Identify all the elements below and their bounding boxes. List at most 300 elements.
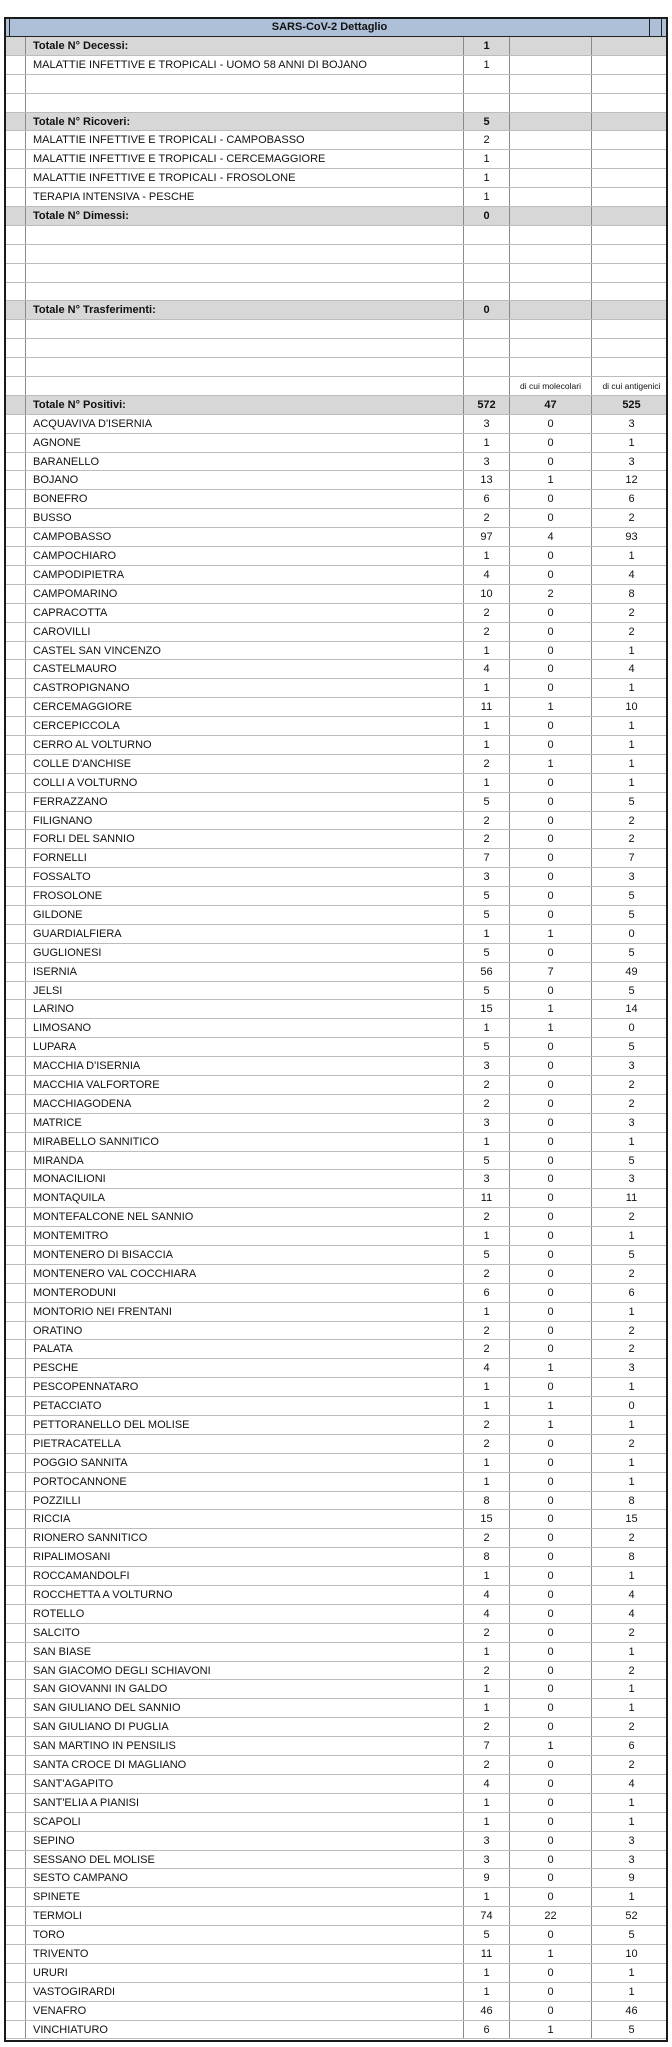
table-row — [6, 793, 666, 812]
town-antigenici: 1 — [592, 1567, 668, 1585]
town-antigenici: 1 — [592, 736, 668, 754]
town-name: TORO — [26, 1926, 464, 1944]
town-name: MONTEMITRO — [26, 1227, 464, 1245]
town-molecolari: 0 — [510, 1038, 592, 1056]
town-total: 2 — [464, 1624, 510, 1642]
table-row — [6, 566, 666, 585]
town-name: FORNELLI — [26, 849, 464, 867]
table-row — [6, 1057, 666, 1076]
town-molecolari: 1 — [510, 1737, 592, 1755]
town-molecolari: 0 — [510, 1510, 592, 1528]
table-row — [6, 1529, 666, 1548]
town-antigenici: 3 — [592, 453, 668, 471]
town-name: MACCHIA D'ISERNIA — [26, 1057, 464, 1075]
town-total: 3 — [464, 415, 510, 433]
town-name: MONTAQUILA — [26, 1189, 464, 1207]
table-row — [6, 1737, 666, 1756]
town-antigenici: 1 — [592, 679, 668, 697]
town-name: CAPRACOTTA — [26, 604, 464, 622]
empty-row — [6, 264, 666, 283]
table-row — [6, 1567, 666, 1586]
town-name: COLLI A VOLTURNO — [26, 774, 464, 792]
town-total: 2 — [464, 1529, 510, 1547]
town-total: 1 — [464, 774, 510, 792]
town-antigenici: 2 — [592, 509, 668, 527]
town-molecolari: 0 — [510, 1114, 592, 1132]
town-molecolari: 0 — [510, 1076, 592, 1094]
row-name: MALATTIE INFETTIVE E TROPICALI - CAMPOBASSO — [26, 131, 464, 149]
table-row — [6, 1510, 666, 1529]
town-name: MONTENERO VAL COCCHIARA — [26, 1265, 464, 1283]
town-total: 2 — [464, 623, 510, 641]
town-antigenici: 1 — [592, 1643, 668, 1661]
table-row — [6, 509, 666, 528]
town-total: 15 — [464, 1000, 510, 1018]
town-antigenici: 1 — [592, 1133, 668, 1151]
empty-row — [6, 94, 666, 113]
town-antigenici: 2 — [592, 1340, 668, 1358]
town-total: 7 — [464, 1737, 510, 1755]
town-total: 6 — [464, 1284, 510, 1302]
table-row — [6, 755, 666, 774]
town-molecolari: 0 — [510, 679, 592, 697]
town-antigenici: 2 — [592, 1529, 668, 1547]
town-total: 5 — [464, 1038, 510, 1056]
empty-row — [6, 339, 666, 358]
town-antigenici: 6 — [592, 490, 668, 508]
table-row — [6, 698, 666, 717]
table-row — [6, 1038, 666, 1057]
town-total: 2 — [464, 1340, 510, 1358]
town-name: SAN BIASE — [26, 1643, 464, 1661]
town-molecolari: 0 — [510, 793, 592, 811]
town-molecolari: 0 — [510, 1983, 592, 2001]
town-total: 1 — [464, 1378, 510, 1396]
town-antigenici: 5 — [592, 793, 668, 811]
town-name: PETTORANELLO DEL MOLISE — [26, 1416, 464, 1434]
town-antigenici: 4 — [592, 660, 668, 678]
row-value: 1 — [464, 150, 510, 168]
town-total: 11 — [464, 1945, 510, 1963]
table-row — [6, 849, 666, 868]
town-name: POGGIO SANNITA — [26, 1454, 464, 1472]
town-name: RICCIA — [26, 1510, 464, 1528]
town-name: MIRABELLO SANNITICO — [26, 1133, 464, 1151]
town-name: POZZILLI — [26, 1492, 464, 1510]
table-row — [6, 415, 666, 434]
town-total: 5 — [464, 1926, 510, 1944]
town-antigenici: 4 — [592, 1605, 668, 1623]
town-name: MONTORIO NEI FRENTANI — [26, 1303, 464, 1321]
table-row — [6, 453, 666, 472]
table-row — [6, 1586, 666, 1605]
town-molecolari: 1 — [510, 1359, 592, 1377]
table-row — [6, 1907, 666, 1926]
table-row — [6, 1019, 666, 1038]
town-name: RIPALIMOSANI — [26, 1548, 464, 1566]
table-row — [6, 1378, 666, 1397]
town-name: SANTA CROCE DI MAGLIANO — [26, 1756, 464, 1774]
town-total: 2 — [464, 1756, 510, 1774]
town-total: 2 — [464, 1265, 510, 1283]
town-antigenici: 3 — [592, 415, 668, 433]
table-row — [6, 547, 666, 566]
row-name: TERAPIA INTENSIVA - PESCHE — [26, 188, 464, 206]
table-row — [6, 887, 666, 906]
town-total: 2 — [464, 830, 510, 848]
town-molecolari: 1 — [510, 755, 592, 773]
town-antigenici: 2 — [592, 1208, 668, 1226]
table-row — [6, 2021, 666, 2040]
town-name: COLLE D'ANCHISE — [26, 755, 464, 773]
town-total: 5 — [464, 1246, 510, 1264]
town-antigenici: 5 — [592, 2021, 668, 2039]
town-molecolari: 0 — [510, 1529, 592, 1547]
town-molecolari: 1 — [510, 1945, 592, 1963]
table-row — [6, 56, 666, 75]
town-name: PESCHE — [26, 1359, 464, 1377]
town-molecolari: 0 — [510, 604, 592, 622]
table-row — [6, 1435, 666, 1454]
town-antigenici: 5 — [592, 1152, 668, 1170]
town-molecolari: 0 — [510, 1265, 592, 1283]
town-molecolari: 0 — [510, 1170, 592, 1188]
town-name: CASTEL SAN VINCENZO — [26, 642, 464, 660]
town-total: 1 — [464, 925, 510, 943]
town-name: SCAPOLI — [26, 1813, 464, 1831]
town-name: CAMPODIPIETRA — [26, 566, 464, 584]
town-molecolari: 0 — [510, 1605, 592, 1623]
town-molecolari: 0 — [510, 1133, 592, 1151]
town-antigenici: 1 — [592, 1473, 668, 1491]
town-molecolari: 7 — [510, 963, 592, 981]
table-row — [6, 1246, 666, 1265]
table-row — [6, 471, 666, 490]
town-name: FORLI DEL SANNIO — [26, 830, 464, 848]
town-name: SAN GIULIANO DI PUGLIA — [26, 1718, 464, 1736]
town-name: ACQUAVIVA D'ISERNIA — [26, 415, 464, 433]
empty-row — [6, 320, 666, 339]
table-row — [6, 528, 666, 547]
total-label: Totale N° Trasferimenti: — [26, 301, 464, 319]
table-row — [6, 1095, 666, 1114]
town-total: 4 — [464, 566, 510, 584]
town-total: 1 — [464, 1303, 510, 1321]
empty-row — [6, 358, 666, 377]
table-row — [6, 925, 666, 944]
town-molecolari: 0 — [510, 944, 592, 962]
total-label: Totale N° Dimessi: — [26, 207, 464, 225]
town-antigenici: 5 — [592, 1038, 668, 1056]
town-molecolari: 0 — [510, 1813, 592, 1831]
town-name: MIRANDA — [26, 1152, 464, 1170]
town-name: GUGLIONESI — [26, 944, 464, 962]
town-name: SANT'AGAPITO — [26, 1775, 464, 1793]
total-row-positivi — [6, 396, 666, 415]
town-name: PIETRACATELLA — [26, 1435, 464, 1453]
town-antigenici: 5 — [592, 944, 668, 962]
town-total: 1 — [464, 717, 510, 735]
town-name: SESSANO DEL MOLISE — [26, 1851, 464, 1869]
town-antigenici: 2 — [592, 812, 668, 830]
table-row — [6, 188, 666, 207]
town-name: RIONERO SANNITICO — [26, 1529, 464, 1547]
town-name: MATRICE — [26, 1114, 464, 1132]
town-total: 3 — [464, 453, 510, 471]
town-total: 10 — [464, 585, 510, 603]
table-row — [6, 774, 666, 793]
town-total: 1 — [464, 1019, 510, 1037]
header-molecolari: di cui molecolari — [510, 377, 592, 395]
table-row — [6, 1851, 666, 1870]
table-row — [6, 169, 666, 188]
table-row — [6, 679, 666, 698]
town-antigenici: 1 — [592, 1680, 668, 1698]
town-molecolari: 0 — [510, 868, 592, 886]
town-molecolari: 0 — [510, 774, 592, 792]
town-antigenici: 1 — [592, 1964, 668, 1982]
town-name: FERRAZZANO — [26, 793, 464, 811]
town-molecolari: 1 — [510, 471, 592, 489]
table-row — [6, 1454, 666, 1473]
town-molecolari: 0 — [510, 1246, 592, 1264]
town-name: FOSSALTO — [26, 868, 464, 886]
table-row — [6, 1170, 666, 1189]
town-total: 97 — [464, 528, 510, 546]
town-total: 1 — [464, 1473, 510, 1491]
town-total: 2 — [464, 1662, 510, 1680]
town-antigenici: 1 — [592, 1813, 668, 1831]
total-label: Totale N° Ricoveri: — [26, 113, 464, 131]
town-antigenici: 5 — [592, 1246, 668, 1264]
town-total: 2 — [464, 1718, 510, 1736]
town-name: VASTOGIRARDI — [26, 1983, 464, 2001]
table-row — [6, 1983, 666, 2002]
town-total: 11 — [464, 698, 510, 716]
town-molecolari: 0 — [510, 1095, 592, 1113]
table-row — [6, 830, 666, 849]
row-value: 1 — [464, 188, 510, 206]
town-total: 7 — [464, 849, 510, 867]
town-total: 2 — [464, 1322, 510, 1340]
town-name: TERMOLI — [26, 1907, 464, 1925]
table-row — [6, 1000, 666, 1019]
town-antigenici: 6 — [592, 1737, 668, 1755]
town-molecolari: 0 — [510, 1586, 592, 1604]
town-antigenici: 1 — [592, 717, 668, 735]
town-antigenici: 1 — [592, 434, 668, 452]
town-total: 3 — [464, 1114, 510, 1132]
town-antigenici: 3 — [592, 1057, 668, 1075]
town-molecolari: 22 — [510, 1907, 592, 1925]
town-total: 3 — [464, 1057, 510, 1075]
town-antigenici: 46 — [592, 2002, 668, 2020]
table-row — [6, 812, 666, 831]
town-total: 4 — [464, 1359, 510, 1377]
empty-row — [6, 245, 666, 264]
town-molecolari: 0 — [510, 1794, 592, 1812]
town-antigenici: 49 — [592, 963, 668, 981]
town-molecolari: 0 — [510, 1303, 592, 1321]
town-molecolari: 0 — [510, 1718, 592, 1736]
table-row — [6, 1699, 666, 1718]
total-row-decessi — [6, 37, 666, 56]
table-row — [6, 963, 666, 982]
town-molecolari: 0 — [510, 1775, 592, 1793]
total-label: Totale N° Positivi: — [26, 396, 464, 414]
town-molecolari: 0 — [510, 1643, 592, 1661]
town-molecolari: 1 — [510, 698, 592, 716]
town-molecolari: 0 — [510, 887, 592, 905]
town-antigenici: 2 — [592, 1435, 668, 1453]
town-total: 4 — [464, 1605, 510, 1623]
table-row — [6, 1227, 666, 1246]
town-molecolari: 0 — [510, 1492, 592, 1510]
town-antigenici: 8 — [592, 1492, 668, 1510]
town-molecolari: 0 — [510, 717, 592, 735]
town-total: 1 — [464, 1397, 510, 1415]
town-molecolari: 0 — [510, 490, 592, 508]
town-name: FROSOLONE — [26, 887, 464, 905]
row-name: MALATTIE INFETTIVE E TROPICALI - CERCEMAGGIORE — [26, 150, 464, 168]
town-antigenici: 1 — [592, 1699, 668, 1717]
town-antigenici: 52 — [592, 1907, 668, 1925]
town-name: MACCHIA VALFORTORE — [26, 1076, 464, 1094]
town-total: 3 — [464, 1170, 510, 1188]
town-molecolari: 0 — [510, 2002, 592, 2020]
town-molecolari: 0 — [510, 1152, 592, 1170]
town-antigenici: 12 — [592, 471, 668, 489]
table-row — [6, 1303, 666, 1322]
table-row — [6, 1359, 666, 1378]
town-antigenici: 1 — [592, 1378, 668, 1396]
town-molecolari: 2 — [510, 585, 592, 603]
table-row — [6, 2002, 666, 2021]
total-value: 1 — [464, 37, 510, 55]
town-molecolari: 0 — [510, 1378, 592, 1396]
town-molecolari: 0 — [510, 982, 592, 1000]
town-total: 1 — [464, 1227, 510, 1245]
town-total: 1 — [464, 547, 510, 565]
town-antigenici: 1 — [592, 1454, 668, 1472]
town-molecolari: 0 — [510, 1057, 592, 1075]
town-antigenici: 2 — [592, 1624, 668, 1642]
town-name: URURI — [26, 1964, 464, 1982]
town-name: GILDONE — [26, 906, 464, 924]
table-row — [6, 944, 666, 963]
town-molecolari: 0 — [510, 1869, 592, 1887]
town-molecolari: 0 — [510, 1227, 592, 1245]
town-molecolari: 0 — [510, 812, 592, 830]
town-total: 56 — [464, 963, 510, 981]
town-name: CERRO AL VOLTURNO — [26, 736, 464, 754]
town-total: 2 — [464, 509, 510, 527]
town-antigenici: 9 — [592, 1869, 668, 1887]
empty-row — [6, 226, 666, 245]
table-row — [6, 717, 666, 736]
town-antigenici: 2 — [592, 1662, 668, 1680]
town-total: 2 — [464, 812, 510, 830]
town-molecolari: 0 — [510, 566, 592, 584]
town-molecolari: 0 — [510, 1454, 592, 1472]
town-antigenici: 4 — [592, 1586, 668, 1604]
town-molecolari: 0 — [510, 1208, 592, 1226]
town-antigenici: 10 — [592, 1945, 668, 1963]
town-name: LARINO — [26, 1000, 464, 1018]
table-row — [6, 1662, 666, 1681]
town-total: 13 — [464, 471, 510, 489]
town-name: ORATINO — [26, 1322, 464, 1340]
town-antigenici: 3 — [592, 1114, 668, 1132]
table-row — [6, 1473, 666, 1492]
town-antigenici: 2 — [592, 1718, 668, 1736]
town-total: 2 — [464, 755, 510, 773]
town-name: LIMOSANO — [26, 1019, 464, 1037]
positivi-header-row — [6, 377, 666, 396]
town-antigenici: 1 — [592, 1983, 668, 2001]
town-name: AGNONE — [26, 434, 464, 452]
town-molecolari: 0 — [510, 434, 592, 452]
town-antigenici: 2 — [592, 1265, 668, 1283]
town-name: SAN GIACOMO DEGLI SCHIAVONI — [26, 1662, 464, 1680]
town-antigenici: 5 — [592, 906, 668, 924]
town-antigenici: 93 — [592, 528, 668, 546]
town-name: PETACCIATO — [26, 1397, 464, 1415]
town-total: 1 — [464, 1567, 510, 1585]
town-name: TRIVENTO — [26, 1945, 464, 1963]
town-antigenici: 0 — [592, 1019, 668, 1037]
table-row — [6, 604, 666, 623]
town-antigenici: 2 — [592, 623, 668, 641]
town-name: GUARDIALFIERA — [26, 925, 464, 943]
town-name: SPINETE — [26, 1888, 464, 1906]
sheet-title: SARS-CoV-2 Dettaglio — [10, 19, 650, 36]
town-molecolari: 1 — [510, 1000, 592, 1018]
table-row — [6, 1813, 666, 1832]
town-antigenici: 2 — [592, 1322, 668, 1340]
town-antigenici: 5 — [592, 1926, 668, 1944]
town-name: CAMPOCHIARO — [26, 547, 464, 565]
town-molecolari: 0 — [510, 547, 592, 565]
town-antigenici: 3 — [592, 1170, 668, 1188]
town-name: CERCEMAGGIORE — [26, 698, 464, 716]
table-row — [6, 1152, 666, 1171]
town-total: 1 — [464, 1680, 510, 1698]
town-antigenici: 0 — [592, 1397, 668, 1415]
total-row-ricoveri — [6, 113, 666, 132]
total-row-trasferimenti — [6, 301, 666, 320]
table-row — [6, 660, 666, 679]
table-row — [6, 1888, 666, 1907]
table-row — [6, 1832, 666, 1851]
town-name: SAN MARTINO IN PENSILIS — [26, 1737, 464, 1755]
town-total: 2 — [464, 1208, 510, 1226]
town-name: MONTEFALCONE NEL SANNIO — [26, 1208, 464, 1226]
town-name: PALATA — [26, 1340, 464, 1358]
town-antigenici: 1 — [592, 1303, 668, 1321]
town-antigenici: 3 — [592, 1359, 668, 1377]
town-molecolari: 1 — [510, 1019, 592, 1037]
town-antigenici: 11 — [592, 1189, 668, 1207]
table-row — [6, 434, 666, 453]
town-antigenici: 4 — [592, 1775, 668, 1793]
town-molecolari: 1 — [510, 925, 592, 943]
table-row — [6, 1189, 666, 1208]
town-name: CASTELMAURO — [26, 660, 464, 678]
table-row — [6, 1643, 666, 1662]
town-name: CAMPOBASSO — [26, 528, 464, 546]
town-antigenici: 5 — [592, 887, 668, 905]
